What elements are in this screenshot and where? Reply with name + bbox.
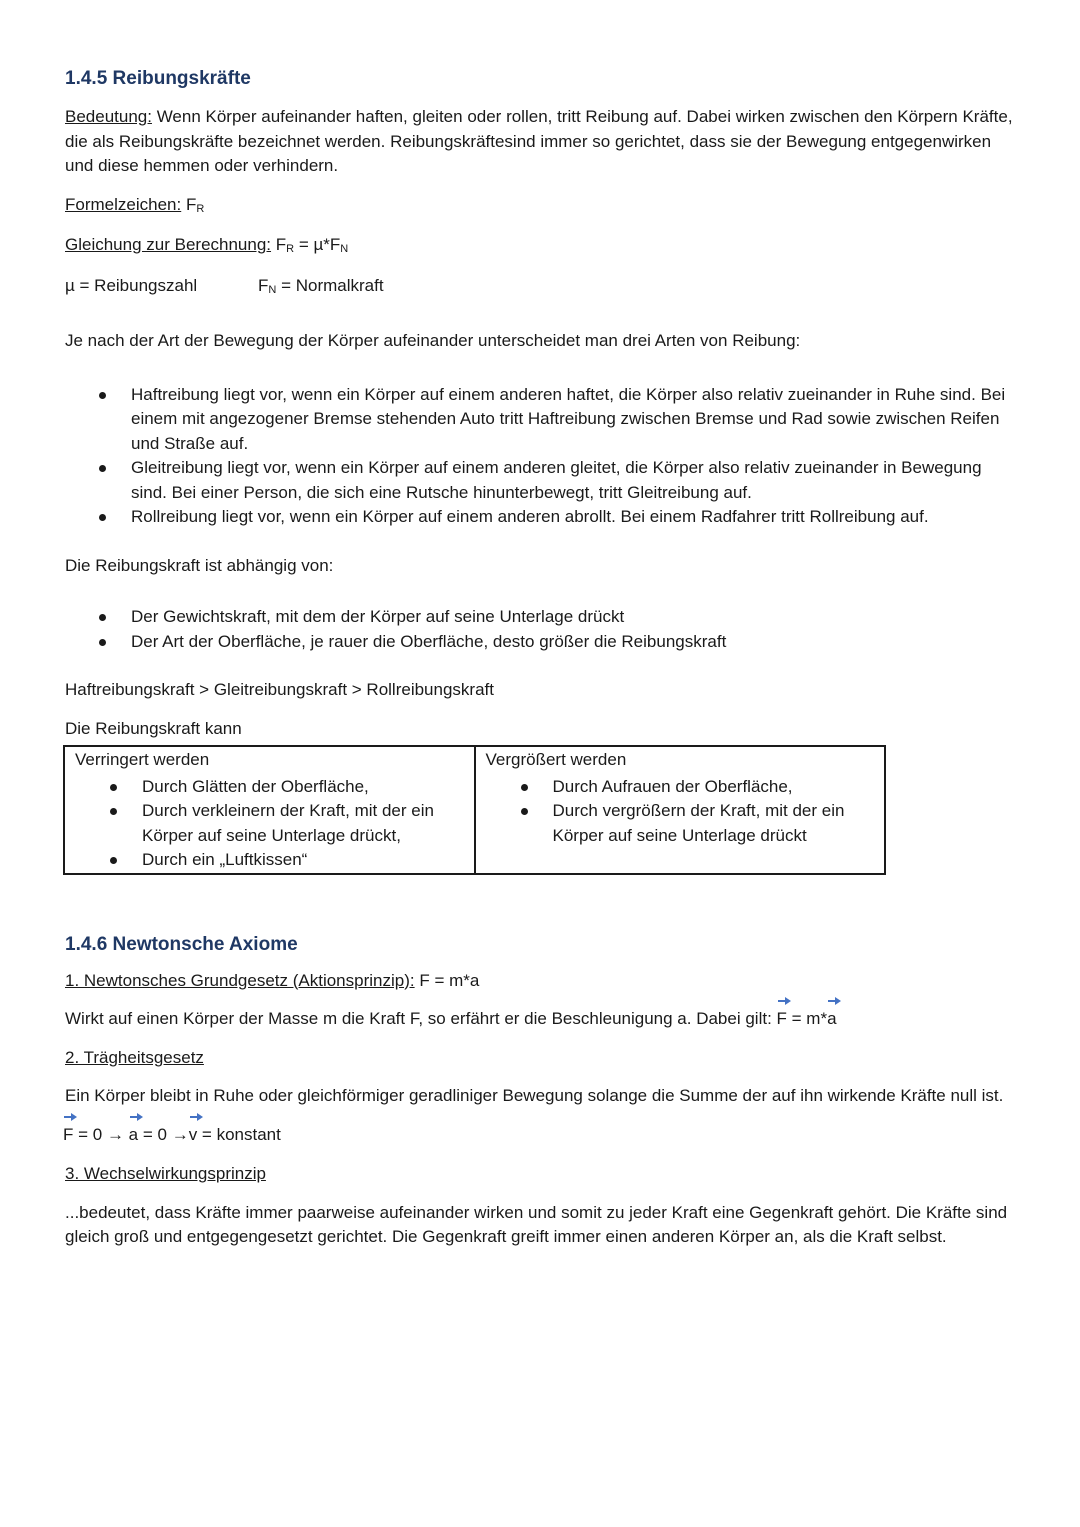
list-item: Der Gewichtskraft, mit dem der Körper auf seine Unterlage drückt bbox=[65, 605, 1015, 630]
symbol-line bbox=[65, 193, 1015, 220]
vector-a: a bbox=[129, 1123, 138, 1148]
law1-text: Wirkt auf einen Körper der Masse m die Kraft F, so erfährt er die Beschleunigung a. Dabei gilt: bbox=[65, 1009, 777, 1028]
law3-label: 3. Wechselwirkungsprinzip bbox=[65, 1164, 266, 1183]
law3-text: ...bedeutet, dass Kräfte immer paarweise aufeinander wirken und somit zu jeder Kraft eine Gegenkraft gehört. Die Kräfte sind gleich groß und entgegengesetzt gerichtet. Die Gegenkraft greift immer einen anderen Körper an, als die Kraft selbst. bbox=[65, 1202, 1008, 1246]
law2-part2: = 0 → bbox=[138, 1124, 189, 1144]
decrease-header: Verringert werden bbox=[75, 750, 210, 769]
eq-sub-N: N bbox=[340, 243, 349, 255]
meaning-text: Wenn Körper aufeinander haften, gleiten oder rollen, tritt Reibung auf. Dabei wirken zwischen den Körpern Kräfte, die als Reibungskräfte bezeichnet werden. Reibungskräftesind immer so gerichtet, dass sie der Bewegung entgegenwirken und diese hemmen oder verhindern. bbox=[65, 107, 1013, 175]
list-item: Haftreibung liegt vor, wenn ein Körper auf einem anderen haftet, die Körper also relativ zueinander in Ruhe sind. Bei einem mit angezogener Bremse stehenden Auto tritt Haftreibung zwischen Bremse und Rad sowie zwischen Reifen und Straße auf. bbox=[65, 383, 1015, 457]
can-intro: Die Reibungskraft kann bbox=[65, 718, 242, 738]
law1-formula: F = m*a bbox=[414, 970, 480, 990]
force-order-line: Haftreibungskraft > Gleitreibungskraft > Rollreibungskraft bbox=[65, 680, 494, 699]
decrease-cell bbox=[64, 746, 475, 874]
equation-line bbox=[65, 233, 1015, 260]
friction-types-intro: Je nach der Art der Bewegung der Körper aufeinander unterscheidet man drei Arten von Reibung: bbox=[65, 331, 801, 350]
list-item: Durch vergrößern der Kraft, mit der ein Körper auf seine Unterlage drückt bbox=[486, 799, 875, 848]
eq-middle: = µ*F bbox=[294, 235, 341, 254]
law2-label: 2. Trägheitsgesetz bbox=[65, 1047, 204, 1067]
eq-sub-R: R bbox=[286, 243, 295, 255]
list-item: Durch Glätten der Oberfläche, bbox=[75, 775, 464, 800]
fn-definition: = Normalkraft bbox=[276, 275, 384, 295]
equation-label: Gleichung zur Berechnung: bbox=[65, 235, 272, 254]
depends-intro: Die Reibungskraft ist abhängig von: bbox=[65, 555, 334, 575]
vector-F: F bbox=[777, 1007, 787, 1032]
list-item: Durch verkleinern der Kraft, mit der ein Körper auf seine Unterlage drückt, bbox=[75, 799, 464, 848]
law2-text: Ein Körper bleibt in Ruhe oder gleichförmiger geradliniger Bewegung solange die Summe der auf ihn wirkende Kräfte null ist. bbox=[65, 1086, 1004, 1105]
fn-F: F bbox=[258, 275, 269, 295]
fn-sub: N bbox=[268, 283, 277, 296]
section-heading-friction: 1.4.5 Reibungskräfte bbox=[65, 68, 251, 89]
vector-a: a bbox=[827, 1007, 836, 1032]
symbol-label: Formelzeichen: bbox=[65, 194, 182, 214]
meaning-label: Bedeutung: bbox=[65, 107, 152, 126]
document-page bbox=[65, 66, 1015, 1250]
list-item: Durch ein „Luftkissen“ bbox=[75, 848, 464, 873]
vector-v: v bbox=[189, 1123, 198, 1148]
friction-types-list bbox=[65, 383, 1015, 530]
law2-part1: = 0 → bbox=[73, 1124, 129, 1144]
law1-text-line bbox=[65, 1007, 1015, 1032]
friction-change-table bbox=[63, 745, 886, 875]
increase-cell bbox=[475, 746, 886, 874]
depends-list bbox=[65, 605, 1015, 654]
law2-part3: = konstant bbox=[197, 1124, 281, 1144]
vector-F: F bbox=[63, 1123, 73, 1148]
list-item: Gleitreibung liegt vor, wenn ein Körper auf einem anderen gleitet, die Körper also relativ zueinander in Bewegung sind. Bei einer Person, die sich eine Rutsche hinunterbewegt, tritt Gleitreibung auf. bbox=[65, 456, 1015, 505]
meaning-paragraph bbox=[65, 105, 1015, 179]
law2-formula bbox=[63, 1123, 1015, 1148]
decrease-list bbox=[75, 775, 464, 873]
law1-vec-mid: = m* bbox=[786, 1009, 828, 1028]
symbol-F: F bbox=[185, 194, 197, 214]
definitions-line bbox=[65, 274, 1015, 301]
symbol-sub: R bbox=[196, 202, 205, 215]
section-heading-newton: 1.4.6 Newtonsche Axiome bbox=[65, 933, 298, 955]
mu-definition: µ = Reibungszahl bbox=[65, 275, 198, 295]
eq-F: F bbox=[275, 235, 287, 254]
law1-label: 1. Newtonsches Grundgesetz (Aktionsprinzip): bbox=[65, 970, 415, 990]
law1-line bbox=[65, 969, 1015, 994]
list-item: Der Art der Oberfläche, je rauer die Oberfläche, desto größer die Reibungskraft bbox=[65, 630, 1015, 655]
list-item: Rollreibung liegt vor, wenn ein Körper auf einem anderen abrollt. Bei einem Radfahrer tritt Rollreibung auf. bbox=[65, 505, 1015, 530]
increase-list bbox=[486, 775, 875, 849]
increase-header: Vergrößert werden bbox=[485, 750, 627, 769]
list-item: Durch Aufrauen der Oberfläche, bbox=[486, 775, 875, 800]
